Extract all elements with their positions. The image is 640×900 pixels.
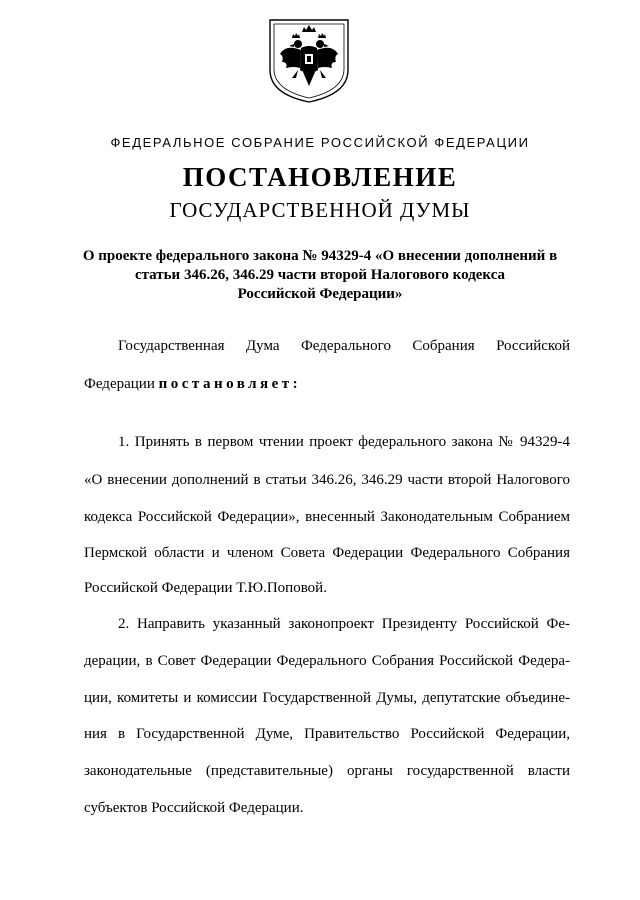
item1-line: «О внесении дополнений в статьи 346.26, 346.29 части второй Налогового	[84, 472, 570, 488]
item2-line: ции, комитеты и комиссии Государственной Думы, депутатские объедине-	[84, 690, 570, 706]
document-type-title: ПОСТАНОВЛЕНИЕ	[182, 162, 458, 192]
item2-line: дерации, в Совет Федерации Федерального Собрания Российской Федера-	[84, 653, 570, 669]
assembly-heading: ФЕДЕРАЛЬНОЕ СОБРАНИЕ РОССИЙСКОЙ ФЕДЕРАЦИИ	[110, 135, 530, 150]
subject-line: Российской Федерации»	[237, 286, 403, 302]
item1-line: 1. Принять в первом чтении проект федерального закона № 94329-4	[118, 434, 570, 450]
subject-line: О проекте федерального закона № 94329-4 «О внесении дополнений в	[82, 248, 558, 264]
item2-line: ния в Государственной Думе, Правительство Российской Федерации,	[84, 726, 570, 742]
item2-line: 2. Направить указанный законопроект Президенту Российской Фе-	[118, 616, 570, 632]
subject-line: статьи 346.26, 346.29 части второй Налогового кодекса	[134, 267, 506, 283]
item1-line: кодекса Российской Федерации», внесенный Законодательным Собранием	[84, 509, 570, 525]
preamble-line: Государственная Дума Федерального Собрания Российской	[118, 338, 570, 354]
coat-of-arms-icon	[268, 18, 350, 104]
item2-line: субъектов Российской Федерации.	[84, 800, 304, 816]
subject-block	[70, 247, 570, 304]
preamble-line	[84, 376, 570, 393]
item1-line: Пермской области и членом Совета Федерации Федерального Собрания	[84, 545, 570, 561]
preamble-text: Федерации	[84, 376, 155, 392]
item2-line: законодательные (представительные) органы государственной власти	[84, 763, 570, 779]
decree-verb: постановляет:	[158, 376, 302, 392]
issuing-body-title: ГОСУДАРСТВЕННОЙ ДУМЫ	[169, 198, 471, 222]
item1-line: Российской Федерации Т.Ю.Поповой.	[84, 580, 327, 596]
